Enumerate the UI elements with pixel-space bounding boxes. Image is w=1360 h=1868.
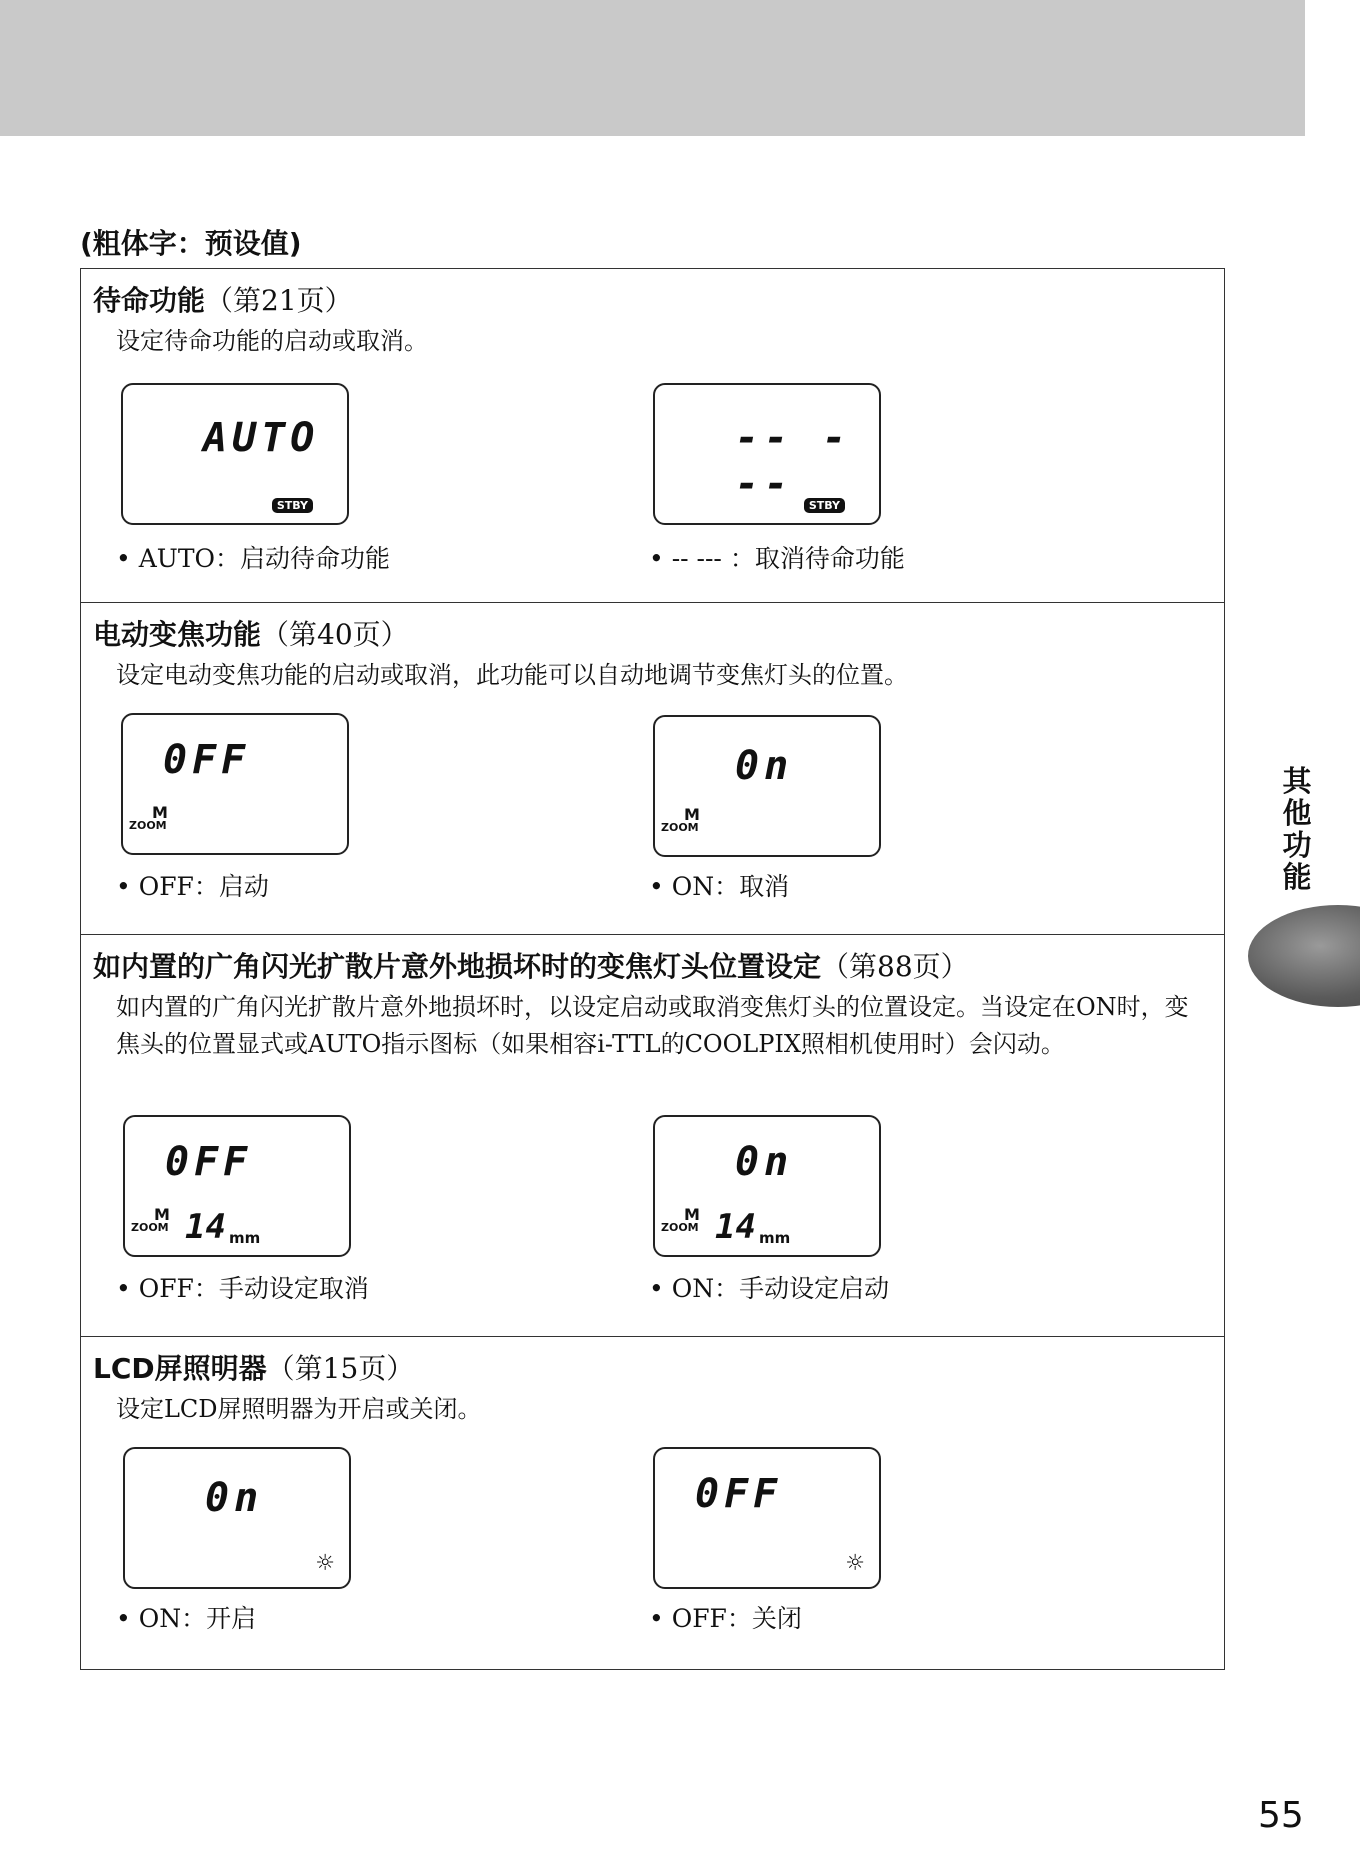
chapter-tab-char: 其 (1282, 764, 1312, 798)
section-description: 如内置的广角闪光扩散片意外地损坏时，以设定启动或取消变焦灯头的位置设定。当设定在ON时，变焦头的位置显式或AUTO指示图标（如果相容i-TTL的COOLPIX照相机使用时）会闪动。 (116, 993, 1189, 1058)
zoom-label: ZOOM (661, 821, 699, 834)
zoom-m-label: M (684, 1205, 700, 1224)
header-band (0, 0, 1305, 136)
stby-indicator: STBY (804, 498, 845, 513)
section-power-zoom (81, 603, 1224, 935)
section-description: 设定LCD屏照明器为开启或关闭。 (116, 1395, 482, 1423)
stby-indicator: STBY (272, 498, 313, 513)
zoom-m-label: M (684, 805, 700, 824)
section-title (93, 279, 353, 319)
lcd-display-on (123, 1447, 351, 1589)
chapter-tab-marker (1248, 905, 1360, 1007)
lcd-display-on (653, 1115, 881, 1257)
lcd-display-off (653, 1447, 881, 1589)
option-caption: • OFF：手动设定取消 (116, 1274, 369, 1303)
page-number: 55 (1258, 1795, 1304, 1836)
option-caption: • AUTO：启动待命功能 (116, 544, 390, 573)
lcd-readout: -- --- (735, 415, 852, 507)
page-ref: （第40页） (261, 618, 409, 651)
zoom-label: ZOOM (131, 1221, 169, 1234)
section-lcd-illuminator (81, 1337, 1224, 1669)
section-title (93, 945, 969, 985)
page-ref: （第88页） (821, 950, 969, 983)
lcd-display-off (123, 1115, 351, 1257)
chapter-tab-char: 能 (1282, 860, 1312, 894)
chapter-tab (1282, 765, 1312, 893)
page-ref: （第21页） (205, 284, 353, 317)
illuminator-icon: ☼ (845, 1551, 865, 1576)
chapter-tab-char: 功 (1282, 828, 1312, 862)
lcd-readout: 0FF (695, 1471, 783, 1517)
section-description: 设定待命功能的启动或取消。 (116, 327, 428, 355)
zoom-position-value: 14 (185, 1207, 226, 1247)
zoom-indicator (661, 1205, 701, 1235)
option-caption: • ON：开启 (116, 1604, 257, 1633)
zoom-position-unit: mm (759, 1229, 791, 1247)
section-standby (81, 269, 1224, 603)
lcd-readout: 0n (735, 1139, 794, 1185)
section-description: 设定电动变焦功能的启动或取消，此功能可以自动地调节变焦灯头的位置。 (116, 661, 908, 689)
zoom-indicator (131, 1205, 171, 1235)
lcd-readout: 0n (205, 1475, 264, 1521)
illuminator-icon: ☼ (315, 1551, 335, 1576)
lcd-readout: 0FF (163, 737, 251, 783)
defaults-note: (粗体字：预设值) (80, 227, 302, 260)
title-text: 电动变焦功能 (93, 618, 262, 651)
lcd-display-on (653, 715, 881, 857)
zoom-label: ZOOM (661, 1221, 699, 1234)
settings-table (80, 268, 1225, 1670)
lcd-display-off (121, 713, 349, 855)
chapter-tab-char: 他 (1282, 796, 1312, 830)
section-zoom-head-position (81, 935, 1224, 1337)
lcd-display-off (653, 383, 881, 525)
zoom-m-label: M (154, 1205, 170, 1224)
title-text: 如内置的广角闪光扩散片意外地损坏时的变焦灯头位置设定 (93, 950, 822, 983)
lcd-display-auto (121, 383, 349, 525)
lcd-readout: 0n (735, 743, 794, 789)
zoom-indicator (129, 803, 169, 833)
section-title (93, 613, 409, 653)
zoom-position-unit: mm (229, 1229, 261, 1247)
option-caption: • OFF：启动 (116, 872, 269, 901)
zoom-indicator (661, 805, 701, 835)
lcd-readout: AUTO (203, 415, 320, 461)
section-title (93, 1347, 414, 1387)
title-text: LCD屏照明器 (93, 1352, 267, 1385)
option-caption: • -- --- ：取消待命功能 (649, 544, 905, 573)
option-caption: • ON：取消 (649, 872, 790, 901)
zoom-m-label: M (152, 803, 168, 822)
zoom-position-value: 14 (715, 1207, 756, 1247)
lcd-readout: 0FF (165, 1139, 253, 1185)
zoom-label: ZOOM (129, 819, 167, 832)
page-ref: （第15页） (266, 1352, 415, 1385)
option-caption: • ON：手动设定启动 (649, 1274, 890, 1303)
option-caption: • OFF：关闭 (649, 1604, 802, 1633)
title-text: 待命功能 (93, 284, 206, 317)
